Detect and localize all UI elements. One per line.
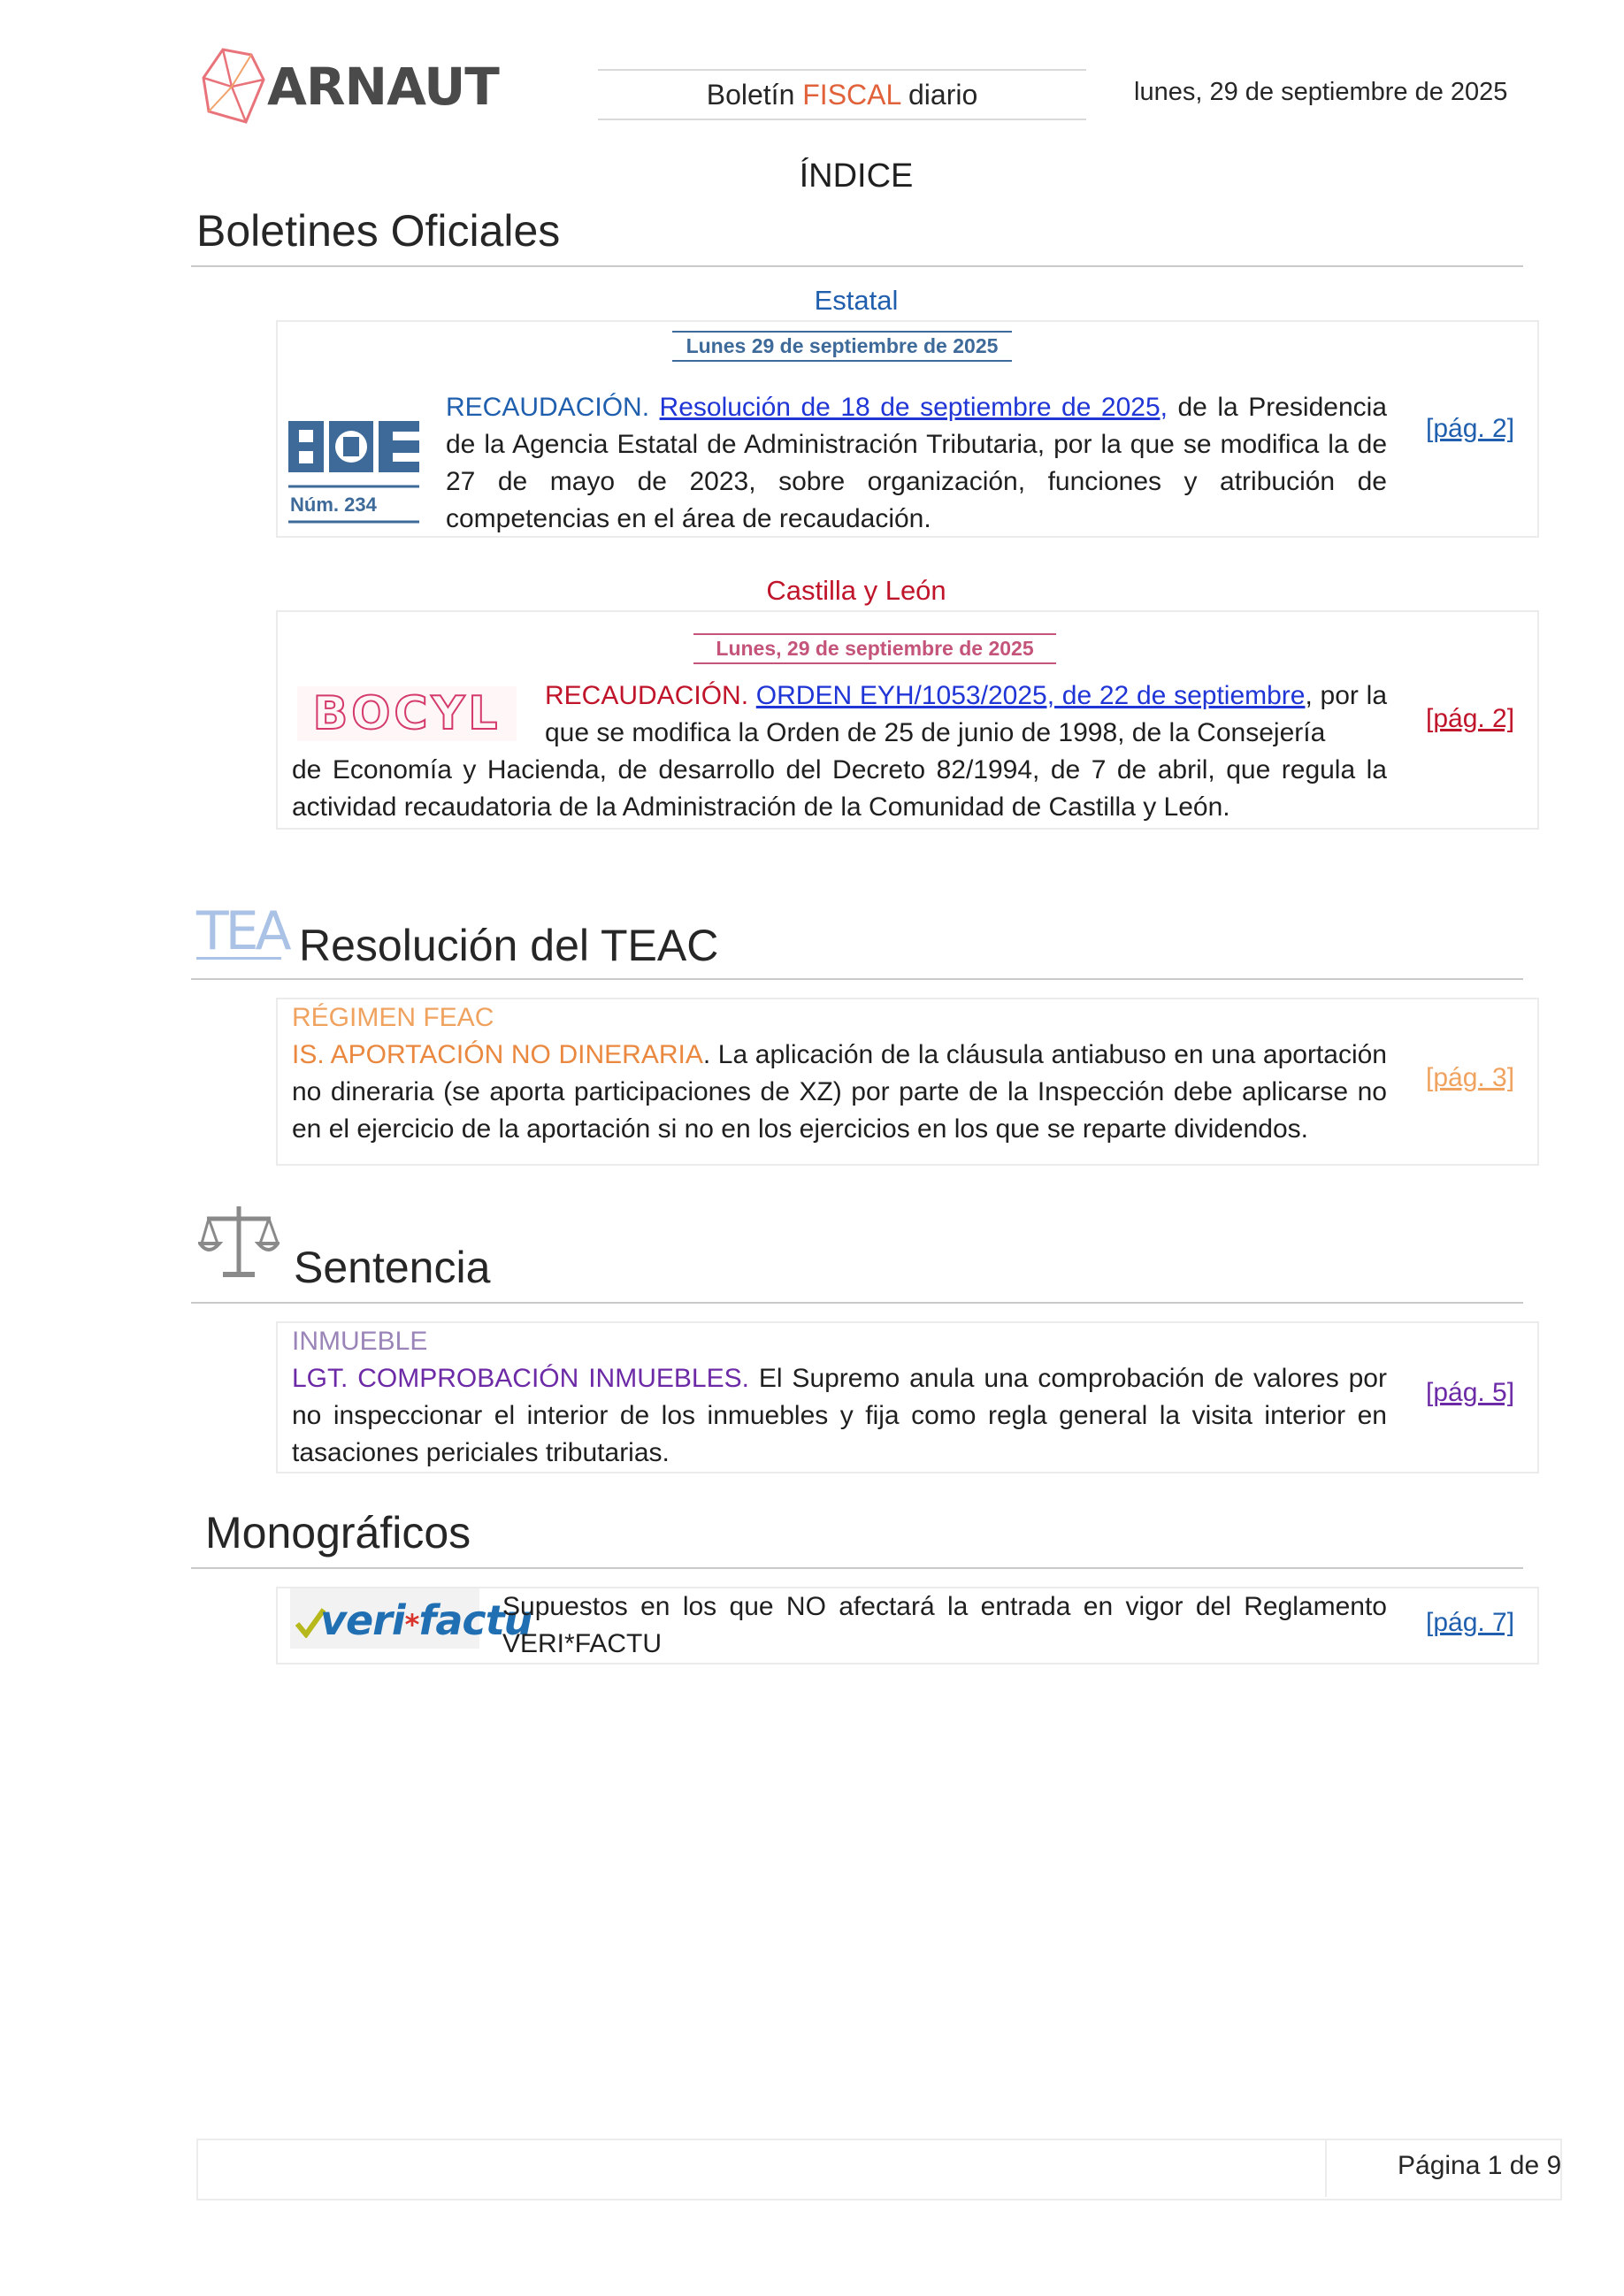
verifactu-logo-text: veri*factu: [320, 1596, 532, 1644]
entry-monograficos: Supuestos en los que NO afectará la entrada en vigor del Reglamento VERI*FACTU: [502, 1592, 1387, 1658]
section-title-boletines: Boletines Oficiales: [196, 206, 561, 256]
date-badge-boe: Lunes 29 de septiembre de 2025: [672, 331, 1012, 362]
page-ref-link[interactable]: [pág. 2]: [1426, 704, 1515, 733]
region-castilla-leon: Castilla y León: [766, 575, 946, 606]
verifactu-logo-icon: [290, 1588, 532, 1649]
bocyl-logo-text: BOCYL: [312, 687, 502, 740]
teac-logo-icon: [196, 900, 288, 962]
logo-text: ARNAUT: [267, 57, 499, 117]
entry-text: , por la que se modifica la Orden de 25 de junio de 1998, de la Consejería: [545, 681, 1387, 747]
category-label: LGT. COMPROBACIÓN INMUEBLES.: [292, 1364, 749, 1393]
section-rule: [191, 265, 1523, 267]
page-ref-link[interactable]: [pág. 3]: [1426, 1063, 1515, 1092]
subcategory-label: INMUEBLE: [292, 1327, 428, 1356]
entry-text: de la Presidencia de la Agencia Estatal de Administración Tributaria, por la que se modifica la de 27 de mayo de 2023, sobre organización, funciones y atribución de competencias en el área de recaudación.: [446, 393, 1387, 533]
bulletin-title-pre: Boletín: [706, 79, 803, 111]
category-label: RECAUDACIÓN.: [545, 681, 749, 710]
header-date: lunes, 29 de septiembre de 2025: [1134, 78, 1508, 106]
entry-bocyl-rest: de Economía y Hacienda, de desarrollo del Decreto 82/1994, de 7 de abril, que regula la actividad recaudatoria de la Administración de la Comunidad de Castilla y León.: [292, 755, 1387, 822]
section-rule: [191, 1302, 1523, 1304]
subcategory-label: RÉGIMEN FEAC: [292, 1003, 494, 1032]
bocyl-logo-icon: [297, 686, 517, 741]
bulletin-title-accent: FISCAL: [802, 79, 901, 111]
bulletin-title: [598, 69, 1086, 120]
section-rule: [191, 1567, 1523, 1569]
teac-logo-text: TEA: [196, 900, 288, 962]
boe-resolution-link[interactable]: Resolución de 18 de septiembre de 2025,: [659, 393, 1168, 422]
section-rule: [191, 978, 1523, 980]
category-label: IS. APORTACIÓN NO DINERARIA: [292, 1040, 703, 1069]
boe-number: Núm. 234: [290, 494, 377, 516]
section-title-monograficos: Monográficos: [205, 1508, 471, 1557]
page-ref-link[interactable]: [pág. 2]: [1426, 414, 1515, 443]
entry-text: El Supremo anula una comprobación de valores por no inspeccionar el interior de los inmuebles y fija como regla general la visita interior en tasaciones periciales tributarias.: [292, 1364, 1387, 1467]
category-label: RECAUDACIÓN.: [446, 393, 650, 422]
region-estatal: Estatal: [814, 285, 899, 316]
date-badge-bocyl: Lunes, 29 de septiembre de 2025: [693, 633, 1056, 664]
bulletin-title-post: diario: [900, 79, 978, 111]
footer: [196, 2139, 1562, 2200]
page-ref-link[interactable]: [pág. 7]: [1426, 1608, 1515, 1637]
entry-bocyl-first: [545, 677, 1387, 752]
index-title: ÍNDICE: [799, 157, 914, 195]
footer-separator: [1325, 2139, 1327, 2197]
bocyl-order-link[interactable]: ORDEN EYH/1053/2025, de 22 de septiembre: [755, 681, 1306, 710]
entry-text: . La aplicación de la cláusula antiabuso en una aportación no dineraria (se aporta participaciones de XZ) por parte de la Inspección debe aplicarse no en el ejercicio de la aportación si no en los ejercicios en los que se reparte dividendos.: [292, 1040, 1387, 1144]
entry-boe: [446, 389, 1387, 538]
section-title-teac: Resolución del TEAC: [299, 921, 719, 970]
section-title-sentencia: Sentencia: [294, 1243, 491, 1292]
teac-logo-underline: [196, 957, 281, 960]
entry-sentencia: [292, 1360, 1387, 1472]
page-ref-link[interactable]: [pág. 5]: [1426, 1378, 1515, 1407]
page-number: Página 1 de 9: [1398, 2151, 1562, 2180]
entry-teac: [292, 1037, 1387, 1148]
scales-of-justice-icon: [198, 1201, 280, 1282]
